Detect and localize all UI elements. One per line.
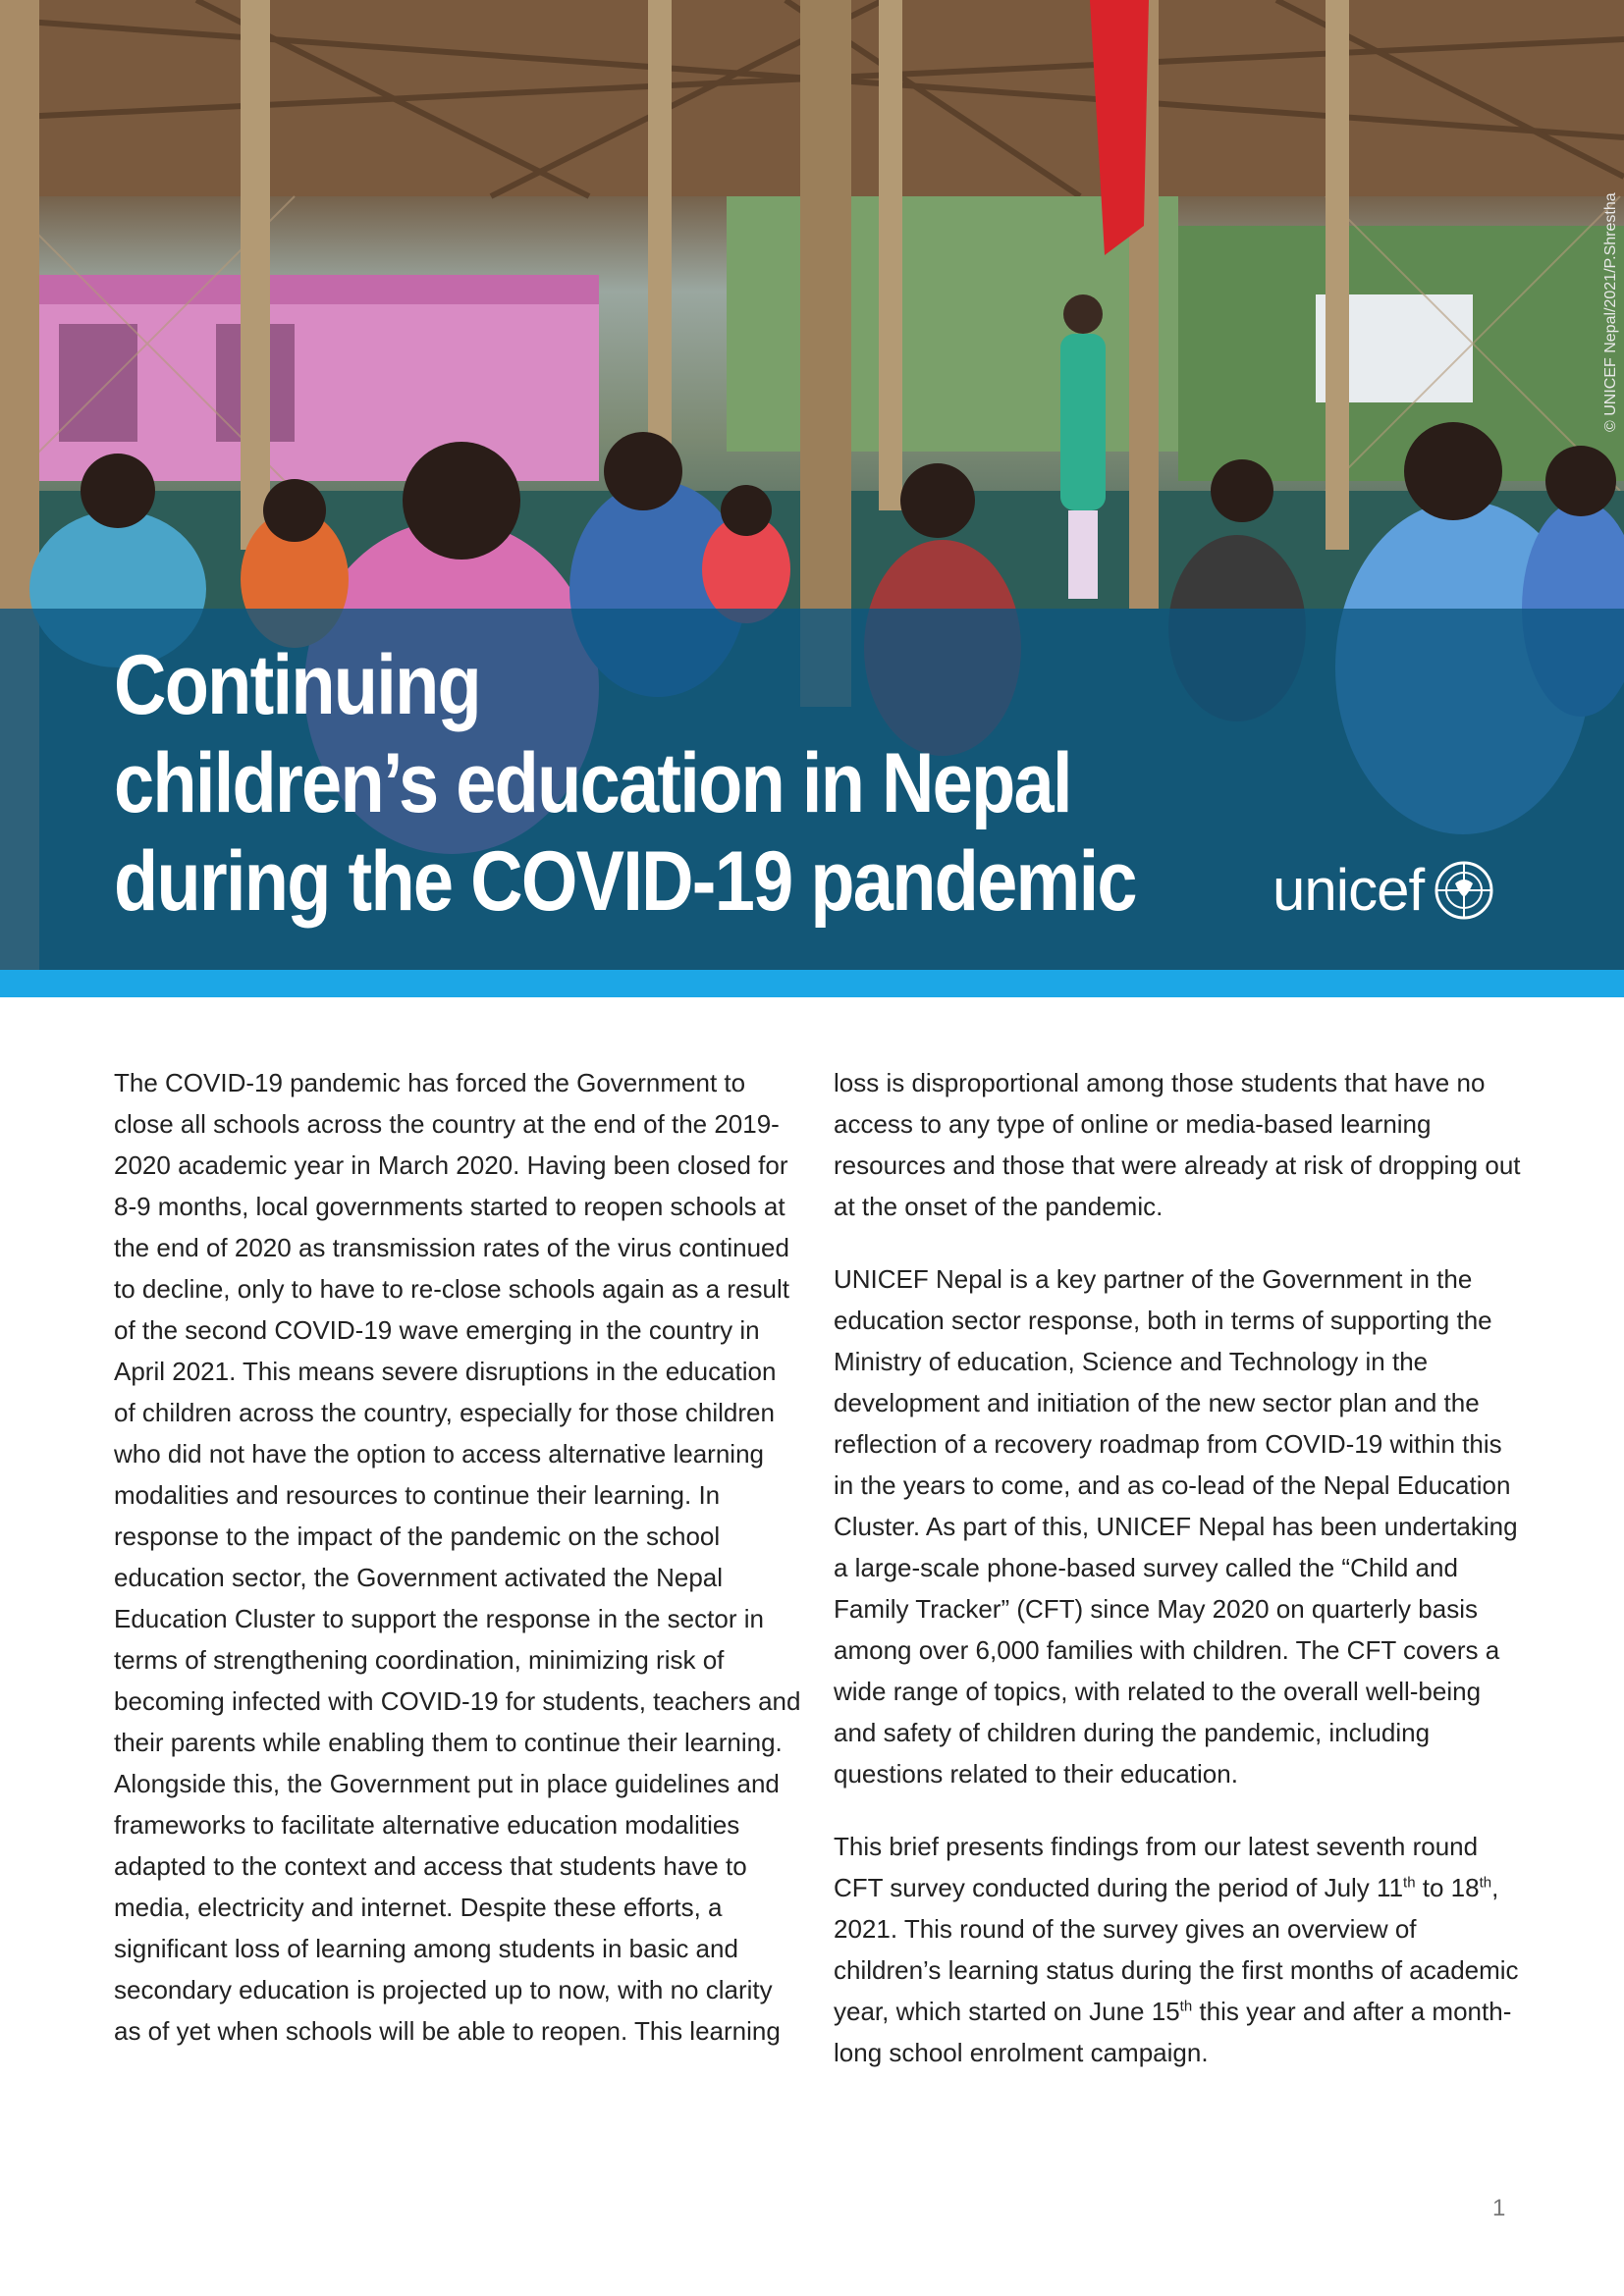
hero-photo (0, 0, 1624, 970)
right-paragraph-2: UNICEF Nepal is a key partner of the Government in the education sector response, both in terms of supporting the Ministry of education, Science and Technology in the development and initiation of the new sector plan and the reflection of a recovery roadmap from COVID-19 within this in the years to come, and as co-lead of the Nepal Education Cluster. As part of this, UNICEF Nepal has been undertaking a large-scale phone-based survey called the “Child and Family Tracker” (CFT) since May 2020 on quarterly basis among over 6,000 families with children. The CFT covers a wide range of topics, with related to the overall well-being and safety of children during the pandemic, including questions related to their education. (834, 1264, 1518, 1789)
p3-text-1: This brief presents findings from our latest seventh round CFT survey conducted during the period of July 11 (834, 1832, 1479, 1902)
accent-stripe (0, 970, 1624, 997)
p3-text-4: this year and after a month-long school enrolment campaign. (834, 1997, 1512, 2067)
right-paragraph-3 (834, 1826, 1521, 2073)
page-number: 1 (1492, 2195, 1506, 2221)
globe-emblem-icon (1432, 858, 1496, 923)
body-right-column (834, 1062, 1521, 2105)
left-paragraph: The COVID-19 pandemic has forced the Government to close all schools across the country at the end of the 2019-2020 academic year in March 2020. Having been closed for 8-9 months, local governments started to reopen schools at the end of 2020 as transmission rates of the virus continued to decline, only to have to re-close schools again as a result of the second COVID-19 wave emerging in the country in April 2021. This means severe disruptions in the education of children across the country, especially for those children who did not have the option to access alternative learning modalities and resources to continue their learning. In response to the impact of the pandemic on the school education sector, the Government activated the Nepal Education Cluster to support the response in the sector in terms of strengthening coordination, minimizing risk of becoming infected with COVID-19 for students, teachers and their parents while enabling them to continue their learning. Alongside this, the Government put in place guidelines and frameworks to facilitate alternative education modalities adapted to the context and access that students have to media, electricity and internet. Despite these efforts, a significant loss of learning among students in basic and secondary education is projected up to now, with no clarity as of yet when schools will be able to reopen. This learning (114, 1068, 801, 2046)
page-title (114, 636, 1136, 931)
logo-wordmark: unicef (1272, 857, 1425, 923)
title-line-2: children’s education in Nepal (114, 736, 1071, 830)
unicef-logo (1272, 856, 1496, 925)
title-line-1: Continuing (114, 638, 481, 732)
p3-sup-2: th (1479, 1874, 1492, 1892)
p3-sup-3: th (1179, 1998, 1193, 2015)
title-line-3: during the COVID-19 pandemic (114, 834, 1136, 929)
p3-text-3: , 2021. This round of the survey gives an overview of children’s learning status during the first months of academic year, which started on June 15 (834, 1873, 1519, 2026)
body-left-column (114, 1062, 801, 2083)
p3-text-2: to 18 (1415, 1873, 1480, 1902)
photo-credit: © UNICEF Nepal/2021/P.Shrestha (1602, 192, 1619, 432)
right-paragraph-1: loss is disproportional among those students that have no access to any type of online or media-based learning resources and those that were already at risk of dropping out at the onset of the pandemic. (834, 1068, 1521, 1221)
p3-sup-1: th (1403, 1874, 1416, 1892)
